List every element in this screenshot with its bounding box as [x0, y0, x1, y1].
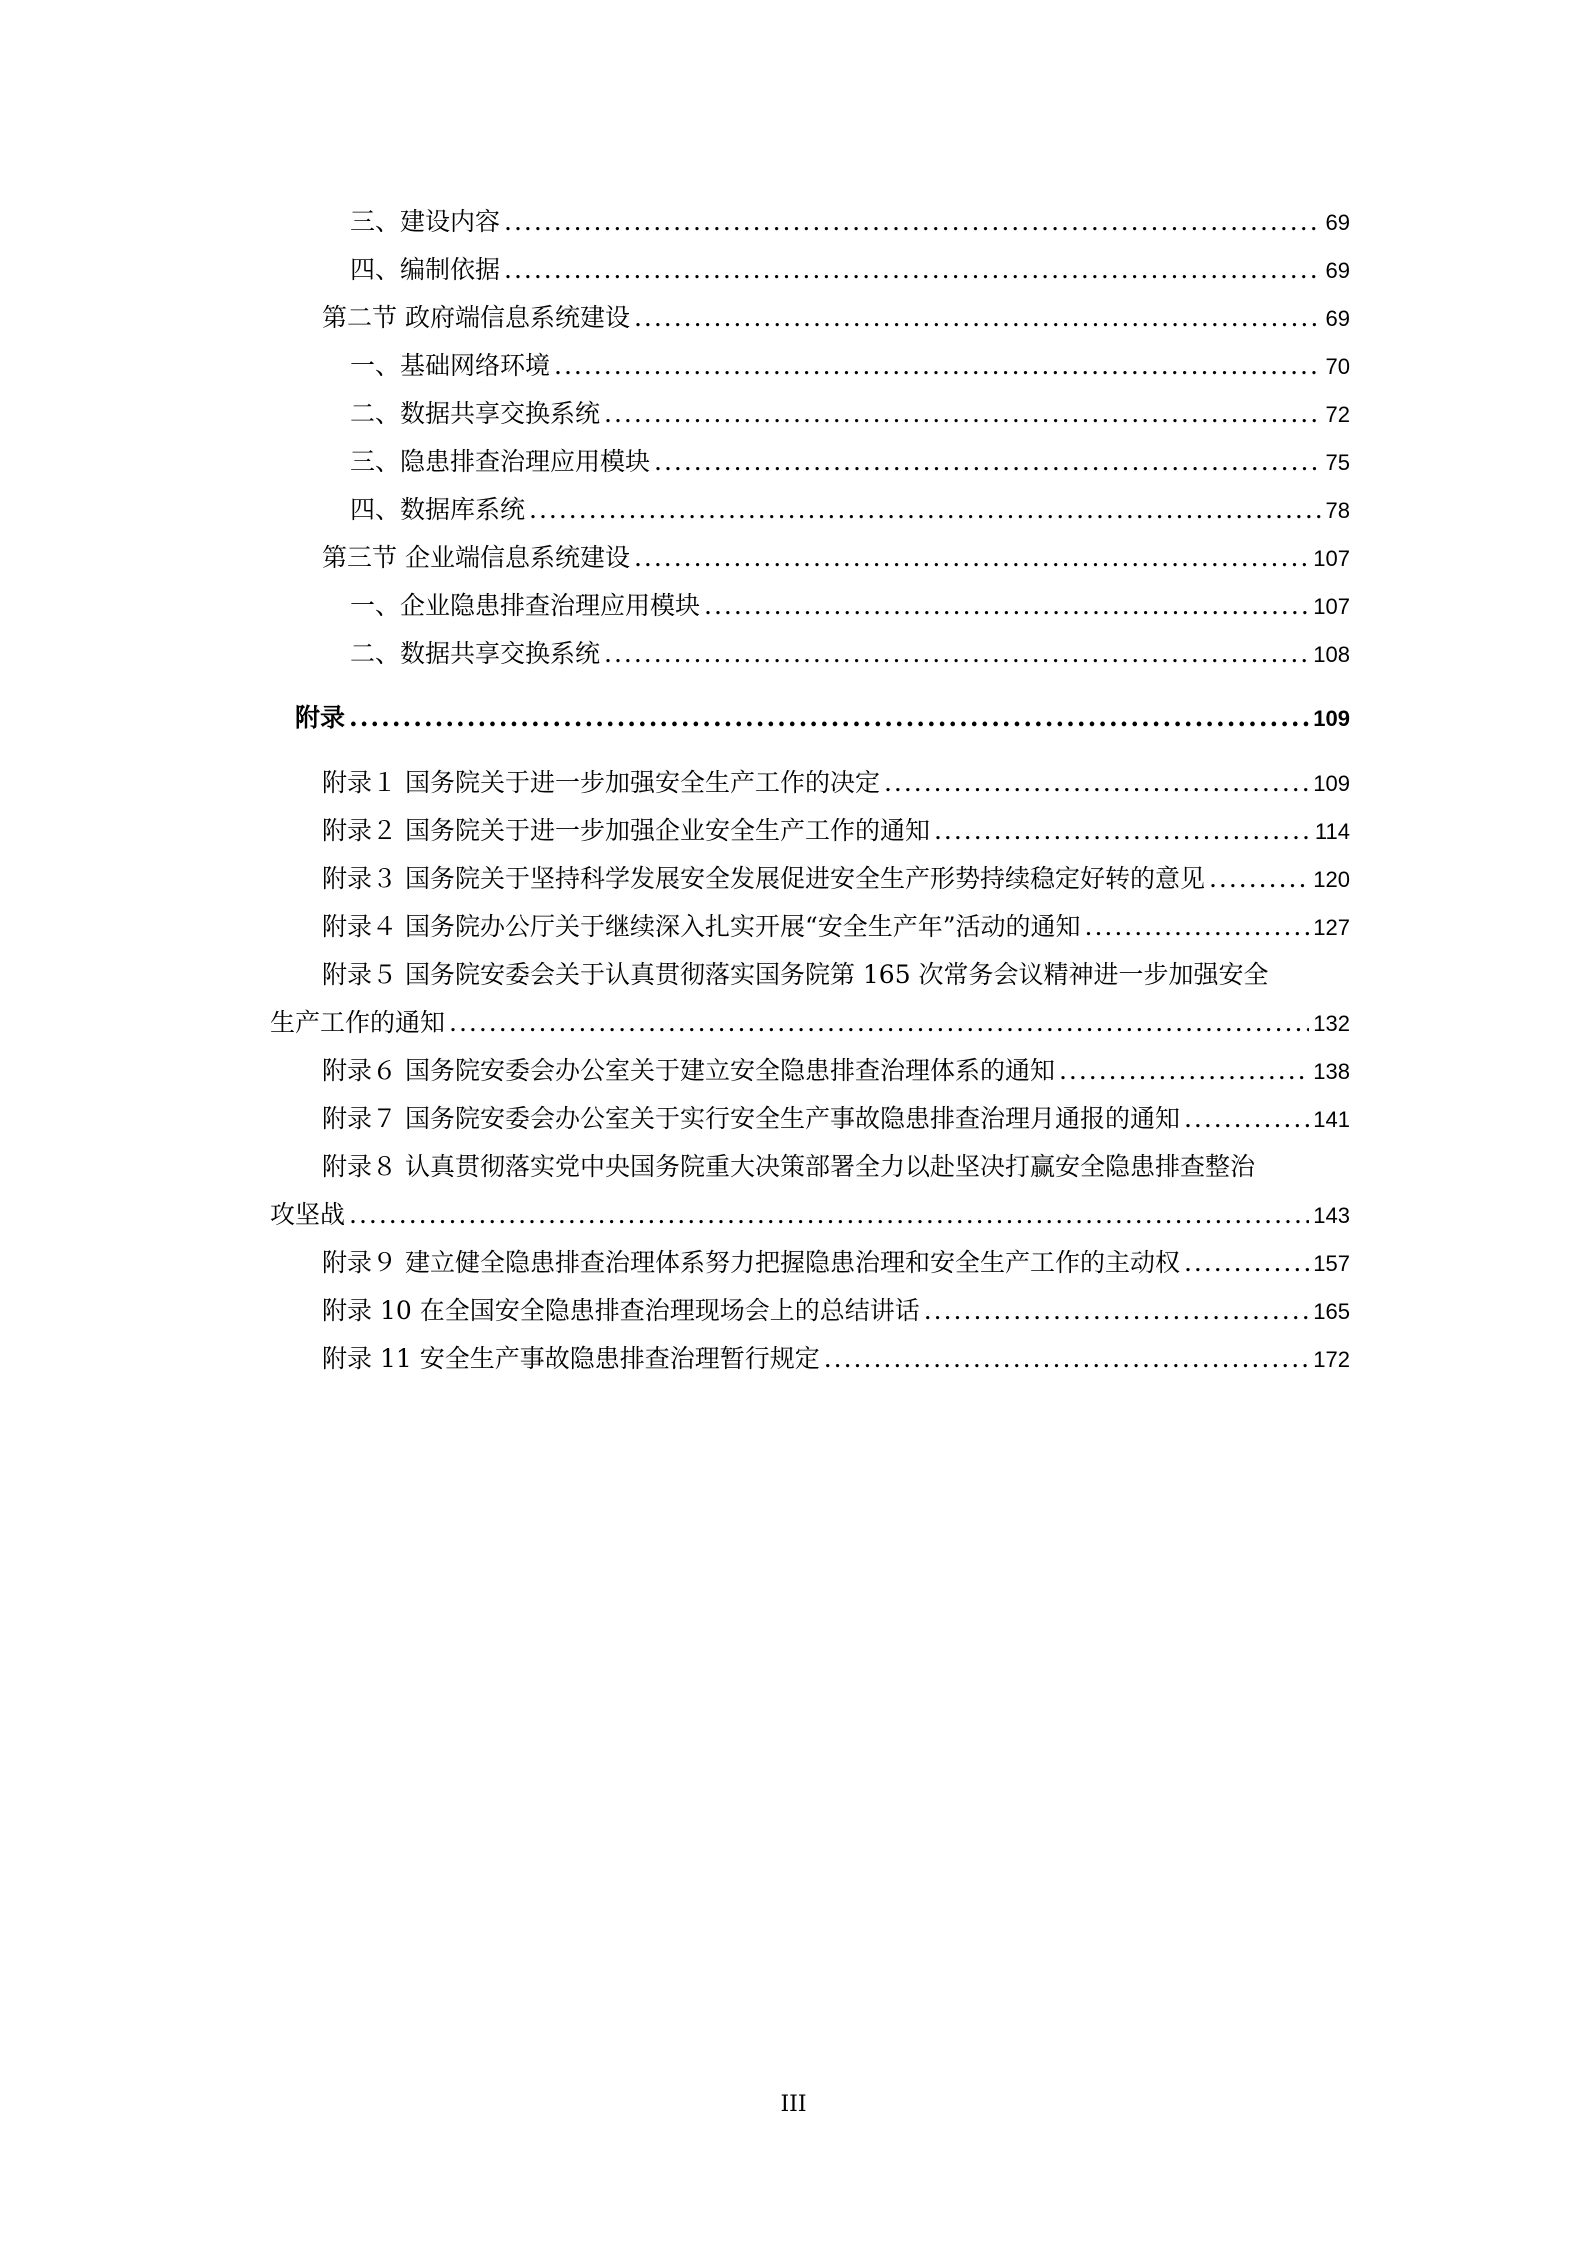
toc-entry-label: 三、隐患排查治理应用模块 [350, 447, 651, 476]
dot-leader [654, 445, 1322, 479]
dot-leader [604, 637, 1309, 671]
toc-entry-label: 三、建设内容 [350, 207, 501, 236]
toc-entry-page: 72 [1325, 402, 1350, 427]
toc-entry-label: 第三节 企业端信息系统建设 [322, 543, 630, 572]
toc-entry[interactable] [350, 397, 1350, 431]
toc-entry-page: 143 [1313, 1203, 1350, 1228]
dot-leader [349, 1198, 1309, 1232]
dot-leader [884, 766, 1309, 800]
toc-appendix-entry[interactable] [322, 1342, 1350, 1376]
toc-entry-page: 107 [1313, 594, 1350, 619]
toc-entry-page: 109 [1313, 771, 1350, 796]
toc-entry-label: 附录２ 国务院关于进一步加强企业安全生产工作的通知 [322, 816, 930, 845]
toc-entry-label: 四、数据库系统 [350, 495, 526, 524]
toc-entry-page: 69 [1325, 210, 1350, 235]
toc-entry[interactable] [350, 253, 1350, 287]
dot-leader [1184, 1246, 1309, 1280]
toc-section[interactable] [322, 541, 1350, 575]
toc-entry-page: 138 [1313, 1059, 1350, 1084]
toc-entry-page: 70 [1325, 354, 1350, 379]
toc-appendix-entry[interactable] [322, 862, 1350, 896]
toc-entry-page: 141 [1313, 1107, 1350, 1132]
toc-entry-label: 二、数据共享交换系统 [350, 399, 601, 428]
toc-entry-label: 附录７ 国务院安委会办公室关于实行安全生产事故隐患排查治理月通报的通知 [322, 1104, 1180, 1133]
toc-entry[interactable] [350, 493, 1350, 527]
dot-leader [349, 701, 1309, 735]
toc-entry-label: 附录 [295, 703, 346, 732]
toc-entry-label-line1[interactable]: 附录５ 国务院安委会关于认真贯彻落实国务院第 165 次常务会议精神进一步加强安全 [322, 960, 1269, 989]
toc-entry-label: 四、编制依据 [350, 255, 501, 284]
toc-entry[interactable] [350, 637, 1350, 671]
toc-entry-label: 攻坚战 [270, 1200, 346, 1229]
toc-entry-label-line1[interactable]: 附录８ 认真贯彻落实党中央国务院重大决策部署全力以赴坚决打赢安全隐患排查整治 [322, 1152, 1255, 1181]
toc-appendix-entry[interactable] [322, 910, 1350, 944]
dot-leader [1059, 1054, 1309, 1088]
dot-leader [604, 397, 1322, 431]
toc-entry[interactable] [350, 445, 1350, 479]
dot-leader [554, 349, 1322, 383]
toc-entry-label: 第二节 政府端信息系统建设 [322, 303, 630, 332]
toc-entry-label: 附录３ 国务院关于坚持科学发展安全发展促进安全生产形势持续稳定好转的意见 [322, 864, 1205, 893]
dot-leader [1209, 862, 1309, 896]
toc-entry-page: 109 [1313, 706, 1350, 731]
toc-entry-label: 附录９ 建立健全隐患排查治理体系努力把握隐患治理和安全生产工作的主动权 [322, 1248, 1180, 1277]
toc-appendix-entry[interactable] [322, 1246, 1350, 1280]
toc-entry-page: 127 [1313, 915, 1350, 940]
toc-entry-label: 附录１ 国务院关于进一步加强安全生产工作的决定 [322, 768, 880, 797]
dot-leader [634, 301, 1322, 335]
toc-appendix-entry[interactable] [322, 1054, 1350, 1088]
toc-entry-page: 157 [1313, 1251, 1350, 1276]
toc-entry[interactable] [350, 349, 1350, 383]
toc-entry-page: 108 [1313, 642, 1350, 667]
toc-appendix-entry[interactable] [322, 766, 1350, 800]
toc-entry-page: 132 [1313, 1011, 1350, 1036]
toc-entry-page: 165 [1313, 1299, 1350, 1324]
dot-leader [504, 205, 1322, 239]
toc-entry-label: 附录６ 国务院安委会办公室关于建立安全隐患排查治理体系的通知 [322, 1056, 1055, 1085]
dot-leader [634, 541, 1309, 575]
toc-entry-page: 69 [1325, 306, 1350, 331]
toc-entry[interactable] [350, 205, 1350, 239]
toc-appendix-entry[interactable] [322, 1102, 1350, 1136]
dot-leader [504, 253, 1322, 287]
dot-leader [824, 1342, 1310, 1376]
toc-entry-label: 附录 11 安全生产事故隐患排查治理暂行规定 [322, 1344, 820, 1373]
toc-entry-label: 二、数据共享交换系统 [350, 639, 601, 668]
toc-appendix-entry[interactable] [322, 1294, 1350, 1328]
toc-entry-page: 120 [1313, 867, 1350, 892]
toc-entry-page: 172 [1313, 1347, 1350, 1372]
dot-leader [924, 1294, 1310, 1328]
page-number: III [780, 2092, 807, 2117]
toc-entry-page: 69 [1325, 258, 1350, 283]
toc-appendix-entry[interactable] [270, 1198, 1350, 1232]
dot-leader [449, 1006, 1309, 1040]
toc-appendix-entry[interactable] [270, 1006, 1350, 1040]
toc-entry-label: 一、基础网络环境 [350, 351, 551, 380]
toc-entry-label: 生产工作的通知 [270, 1008, 446, 1037]
dot-leader [529, 493, 1322, 527]
toc-section[interactable] [322, 301, 1350, 335]
dot-leader [1184, 1102, 1309, 1136]
toc-chapter-appendix[interactable] [295, 701, 1350, 735]
toc-entry-page: 78 [1325, 498, 1350, 523]
toc-entry-label: 附录 10 在全国安全隐患排查治理现场会上的总结讲话 [322, 1296, 920, 1325]
toc-entry-label: 一、企业隐患排查治理应用模块 [350, 591, 701, 620]
toc-appendix-entry[interactable] [322, 814, 1350, 848]
toc-entry-page: 107 [1313, 546, 1350, 571]
dot-leader [934, 814, 1311, 848]
toc-entry-page: 114 [1314, 819, 1350, 844]
toc-entry-label: 附录４ 国务院办公厅关于继续深入扎实开展“安全生产年”活动的通知 [322, 912, 1081, 941]
toc-entry[interactable] [350, 589, 1350, 623]
dot-leader [704, 589, 1309, 623]
dot-leader [1085, 910, 1310, 944]
toc-entry-page: 75 [1325, 450, 1350, 475]
